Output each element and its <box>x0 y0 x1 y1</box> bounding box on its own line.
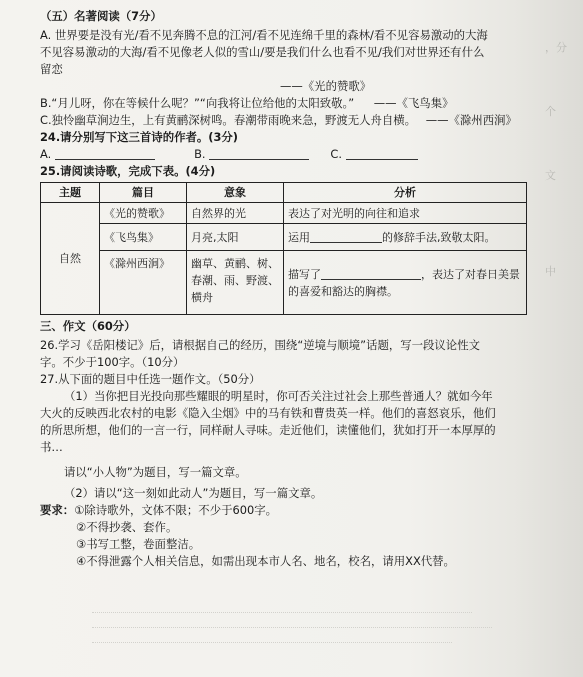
answer-b-blank[interactable] <box>209 147 309 160</box>
requirements-line-1 <box>40 502 540 519</box>
th-image: 意象 <box>187 183 284 203</box>
section-header-reading: （五）名著阅读（7分） <box>40 9 162 23</box>
poem-a-line-3 <box>40 61 540 78</box>
answer-c-label: C. <box>330 147 342 161</box>
theme-cell: 自然 <box>41 203 100 315</box>
answer-c-blank[interactable] <box>346 147 418 160</box>
title-cell: 《滁州西涧》 <box>100 251 187 315</box>
table-header-row <box>41 183 527 203</box>
prompt-1-line-4: 书… <box>40 440 63 454</box>
answer-a-blank[interactable] <box>55 147 155 160</box>
analysis-text-post: ，表达了对春日美景的喜爱和豁达的胸襟。 <box>288 267 520 298</box>
requirement-2: ②不得抄袭、套作。 <box>76 520 178 534</box>
requirements-label: 要求： <box>40 503 75 517</box>
table-row <box>41 224 527 251</box>
requirement-1: ①除诗歌外，文体不限；不少于600字。 <box>74 503 278 517</box>
image-cell: 月亮,太阳 <box>187 224 284 251</box>
prompt-1-line-1: （1）当你把目光投向那些耀眼的明星时，你可否关注过社会上那些普通人？就如今年 <box>64 389 493 403</box>
image-cell: 幽草、黄鹂、树、春潮、雨、野渡、横舟 <box>187 251 284 315</box>
prompt-1-line-2: 大火的反映西北农村的电影《隐入尘烟》中的马有铁和曹贵英一样。他们的喜怒哀乐，他们 <box>40 406 496 420</box>
question-24-answers <box>40 146 540 163</box>
section-header-writing: 三、作文（60分） <box>40 319 136 333</box>
title-cell: 《光的赞歌》 <box>100 203 187 224</box>
analysis-cell <box>284 224 527 251</box>
answer-b-label: B. <box>194 147 206 161</box>
image-cell: 自然界的光 <box>187 203 284 224</box>
th-analysis: 分析 <box>284 183 527 203</box>
requirement-4: ④不得泄露个人相关信息，如需出现本市人名、地名，校名，请用XX代替。 <box>76 554 455 568</box>
question-27: 27.从下面的题目中任选一题作文。（50分） <box>40 372 261 386</box>
bleed-through-bottom <box>92 598 512 658</box>
title-cell: 《飞鸟集》 <box>100 224 187 251</box>
question-24: 24.请分别写下这三首诗的作者。(3分) <box>40 130 238 144</box>
prompt-1-task: 请以“小人物”为题目，写一篇文章。 <box>64 465 247 479</box>
exam-content <box>40 8 540 570</box>
question-26-line-1: 26.学习《岳阳楼记》后，请根据自己的经历，围绕“逆境与顺境”话题，写一段议论性文 <box>40 338 480 352</box>
table-row <box>41 251 527 315</box>
poem-b-source: ——《飞鸟集》 <box>373 96 454 110</box>
prompt-2-task: （2）请以“这一刻如此动人”为题目，写一篇文章。 <box>64 486 323 500</box>
question-26-line-2: 字。不少于100字。（10分） <box>40 355 185 369</box>
analysis-cell <box>284 251 527 315</box>
analysis-text: 表达了对光明的向往和追求 <box>288 206 420 220</box>
poem-c-source: ——《滁州西涧》 <box>425 113 517 127</box>
question-25: 25.请阅读诗歌，完成下表。(4分) <box>40 164 216 178</box>
poem-a-line-3-text: 留恋 <box>40 62 63 76</box>
th-theme: 主题 <box>41 183 100 203</box>
rhetoric-blank[interactable] <box>310 230 382 243</box>
poem-c-text: C.独怜幽草涧边生，上有黄鹂深树鸣。春潮带雨晚来急，野渡无人舟自横。 <box>40 113 417 127</box>
requirement-3: ③书写工整，卷面整洁。 <box>76 537 201 551</box>
table-row <box>41 203 527 224</box>
th-title: 篇目 <box>100 183 187 203</box>
poem-c-line <box>40 112 540 129</box>
prompt-1-line-3: 的所思所想，他们的一言一行，同样耐人寻味。走近他们，读懂他们，犹如打开一本厚厚的 <box>40 423 496 437</box>
analysis-cell <box>284 203 527 224</box>
poem-b-text: B.“月儿呀，你在等候什么呢？”“向我将让位给他的太阳致敬。” <box>40 96 355 110</box>
poem-a-line-1: A. 世界要是没有光/看不见奔腾不息的江河/看不见连绵千里的森林/看不见容易激动的大海 <box>40 28 488 42</box>
poem-a-line-2: 不见容易激动的大海/看不见像老人似的雪山/要是我们什么也看不见/我们对世界还有什么 <box>40 45 485 59</box>
bleed-through-right-edge: ，分 个 文 中 <box>545 41 567 278</box>
scene-blank[interactable] <box>321 267 421 280</box>
poem-b-line <box>40 95 540 112</box>
analysis-text-post: 的修辞手法,致敬太阳。 <box>382 230 496 244</box>
analysis-text-pre: 运用 <box>288 230 310 244</box>
answer-a-label: A. <box>40 147 52 161</box>
reading-table <box>40 182 527 315</box>
poem-a-source: ——《光的赞歌》 <box>280 79 372 93</box>
poem-a-source-line <box>40 78 540 95</box>
analysis-text-pre: 描写了 <box>288 267 321 281</box>
